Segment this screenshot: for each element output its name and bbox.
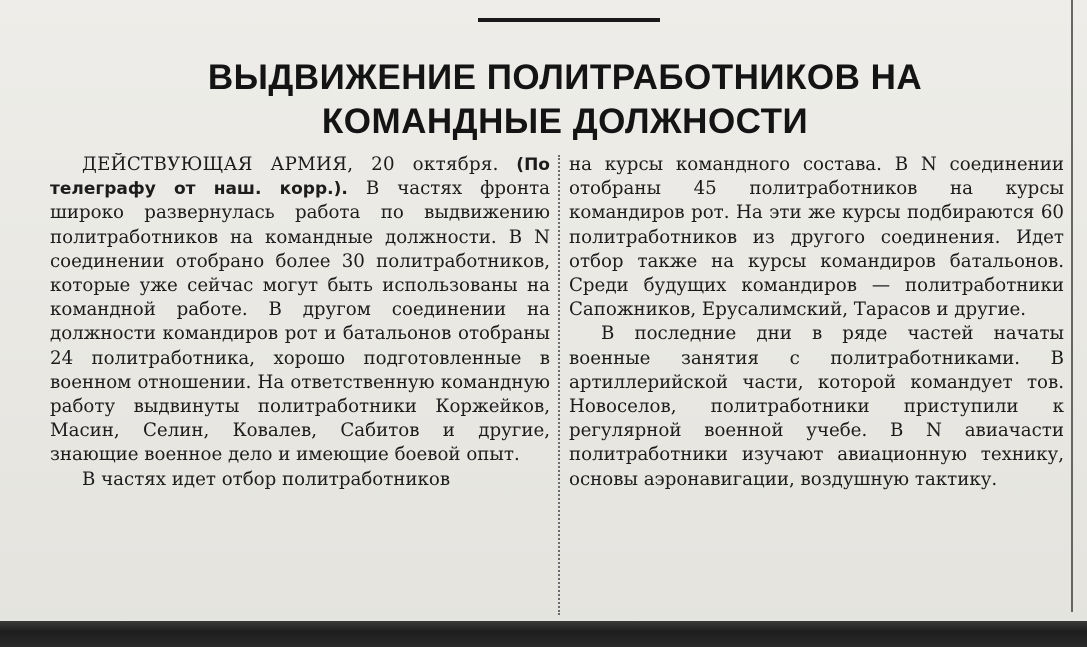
top-separator-rule: [478, 18, 660, 22]
bottom-border-band: [0, 621, 1087, 647]
article-paragraph: [50, 153, 550, 468]
column-divider: [558, 155, 560, 615]
source-credit: (По телеграфу от наш. корр.).: [50, 155, 550, 200]
article-paragraph: [569, 322, 1064, 491]
dateline: ДЕЙСТВУЮЩАЯ АРМИЯ, 20 октября.: [82, 154, 499, 175]
paragraph-text: В последние дни в ряде частей начаты военные занятия с политработниками. В артиллерийской части, которой командует тов. Новоселов, политработники приступили к регулярной военной учебе. В N авиачасти политработники изучают авиационную технику, основы аэронавигации, воздушную тактику.: [569, 323, 1064, 490]
article-paragraph: [50, 468, 550, 492]
article-column-right: [569, 153, 1064, 619]
article-headline: [60, 56, 1070, 144]
paragraph-text: В частях фронта широко развернулась работа по выдвижению политработников на командные должности. В N соединении отобрано более 30 политработников, которые уже сейчас могут быть использованы на командной работе. В другом соединении на должности командиров рот и батальонов отобраны 24 политработника, хорошо подготовленные в военном отношении. На ответственную командную работу выдвинуты политработники Коржейков, Масин, Селин, Ковалев, Сабитов и другие, знающие военное дело и имеющие боевой опыт.: [50, 178, 550, 466]
headline-line-1: ВЫДВИЖЕНИЕ ПОЛИТРАБОТНИКОВ НА: [207, 58, 923, 97]
headline-line-2: КОМАНДНЫЕ ДОЛЖНОСТИ: [321, 102, 809, 141]
right-column-rule: [1071, 0, 1073, 612]
article-paragraph: [569, 153, 1064, 322]
paragraph-text: В частях идет отбор политработников: [82, 468, 451, 490]
paragraph-text: на курсы командного состава. В N соединении отобраны 45 политработников на курсы командиров рот. На эти же курсы подбираются 60 политработников из другого соединения. Идет отбор также на курсы командиров батальонов. Среди будущих командиров — политработники Сапожников, Ерусалимский, Тарасов и другие.: [569, 154, 1064, 321]
article-column-left: [50, 153, 550, 619]
